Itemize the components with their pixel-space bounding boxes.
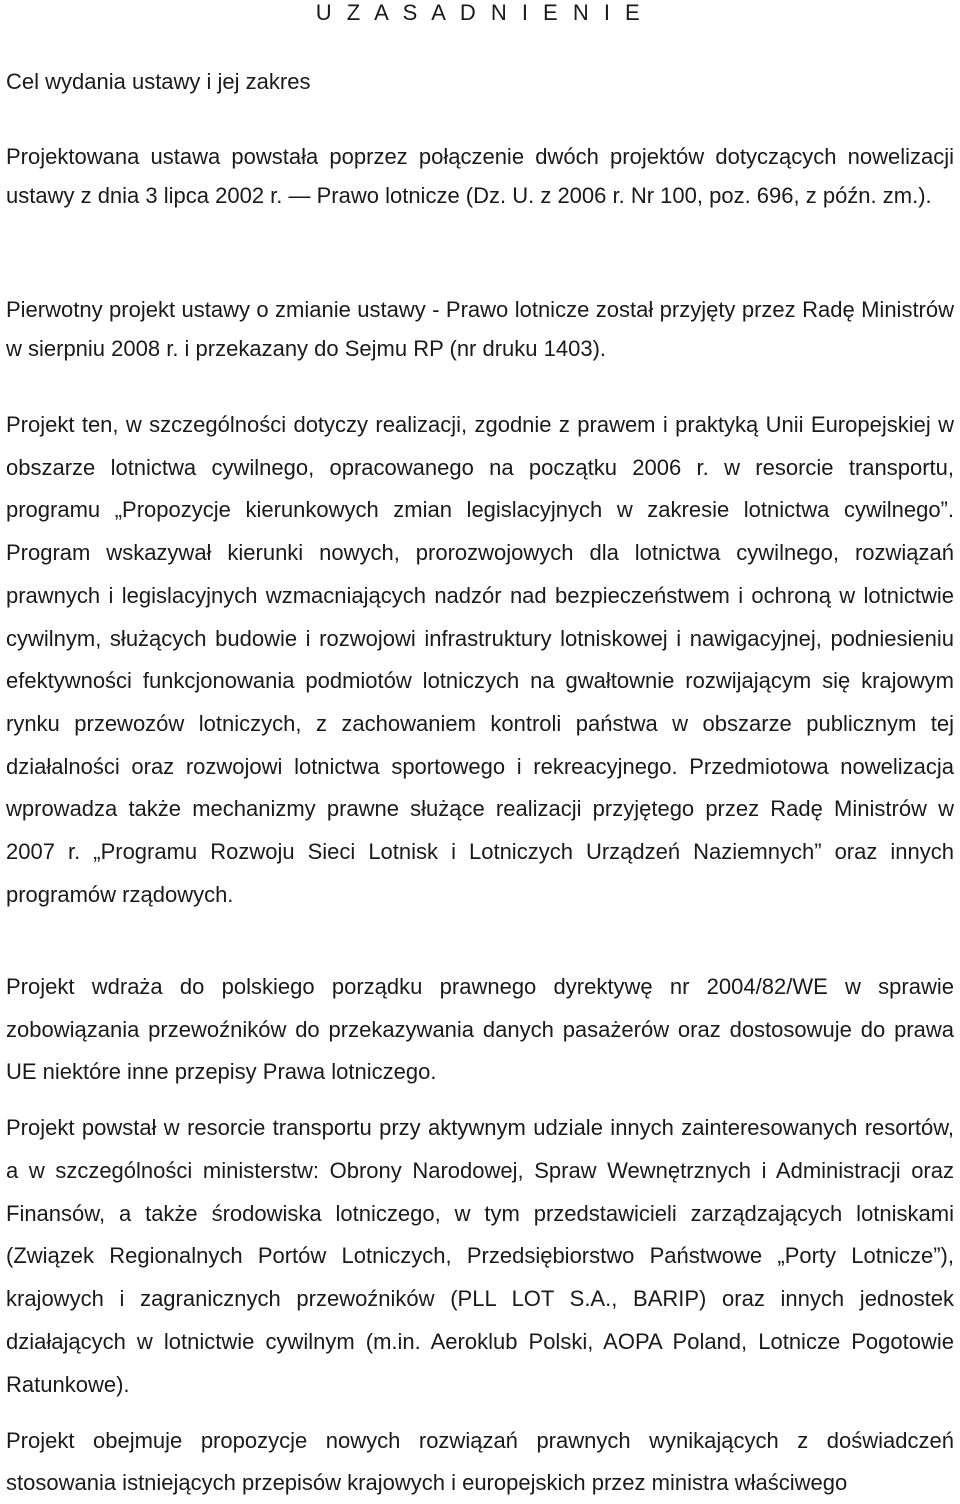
section-heading: Cel wydania ustawy i jej zakres [6, 69, 311, 94]
paragraph-1: Projektowana ustawa powstała poprzez połączenie dwóch projektów dotyczących nowelizacji ustawy z dnia 3 lipca 2002 r. — Prawo lotnicze (Dz. U. z 2006 r. Nr 100, poz. 696, z późn. zm.). [6, 144, 954, 208]
paragraph-4: Projekt wdraża do polskiego porządku prawnego dyrektywę nr 2004/82/WE w sprawie zobowiązania przewoźników do przekazywania danych pasażerów oraz dostosowuje do prawa UE niektóre inne przepisy Prawa lotniczego. [6, 974, 954, 1084]
document-title: U Z A S A D N I E N I E [315, 0, 645, 25]
paragraph-3: Projekt ten, w szczególności dotyczy realizacji, zgodnie z prawem i praktyką Unii Europejskiej w obszarze lotnictwa cywilnego, opracowanego na początku 2006 r. w resorcie transportu, programu „Propozycje kierunkowych zmian legislacyjnych w zakresie lotnictwa cywilnego”. Program wskazywał kierunki nowych, prorozwojowych dla lotnictwa cywilnego, rozwiązań prawnych i legislacyjnych wzmacniających nadzór nad bezpieczeństwem i ochroną w lotnictwie cywilnym, służących budowie i rozwojowi infrastruktury lotniskowej i nawigacyjnej, podniesieniu efektywności funkcjonowania podmiotów lotniczych na gwałtownie rozwijającym się krajowym rynku przewozów lotniczych, z zachowaniem kontroli państwa w obszarze publicznym tej działalności oraz rozwojowi lotnictwa sportowego i rekreacyjnego. Przedmiotowa nowelizacja wprowadza także mechanizmy prawne służące realizacji przyjętego przez Radę Ministrów w 2007 r. „Programu Rozwoju Sieci Lotnisk i Lotniczych Urządzeń Naziemnych” oraz innych programów rządowych. [6, 412, 954, 907]
paragraph-6: Projekt obejmuje propozycje nowych rozwiązań prawnych wynikających z doświadczeń stosowania istniejących przepisów krajowych i europejskich przez ministra właściwego [6, 1428, 954, 1495]
paragraph-5: Projekt powstał w resorcie transportu przy aktywnym udziale innych zainteresowanych resortów, a w szczególności ministerstw: Obrony Narodowej, Spraw Wewnętrznych i Administracji oraz Finansów, a także środowiska lotniczego, w tym przedstawicieli zarządzających lotniskami (Związek Regionalnych Portów Lotniczych, Przedsiębiorstwo Państwowe „Porty Lotnicze”), krajowych i zagranicznych przewoźników (PLL LOT S.A., BARIP) oraz innych jednostek działających w lotnictwie cywilnym (m.in. Aeroklub Polski, AOPA Poland, Lotnicze Pogotowie Ratunkowe). [6, 1115, 954, 1397]
paragraph-2: Pierwotny projekt ustawy o zmianie ustawy - Prawo lotnicze został przyjęty przez Radę Ministrów w sierpniu 2008 r. i przekazany do Sejmu RP (nr druku 1403). [6, 297, 954, 361]
